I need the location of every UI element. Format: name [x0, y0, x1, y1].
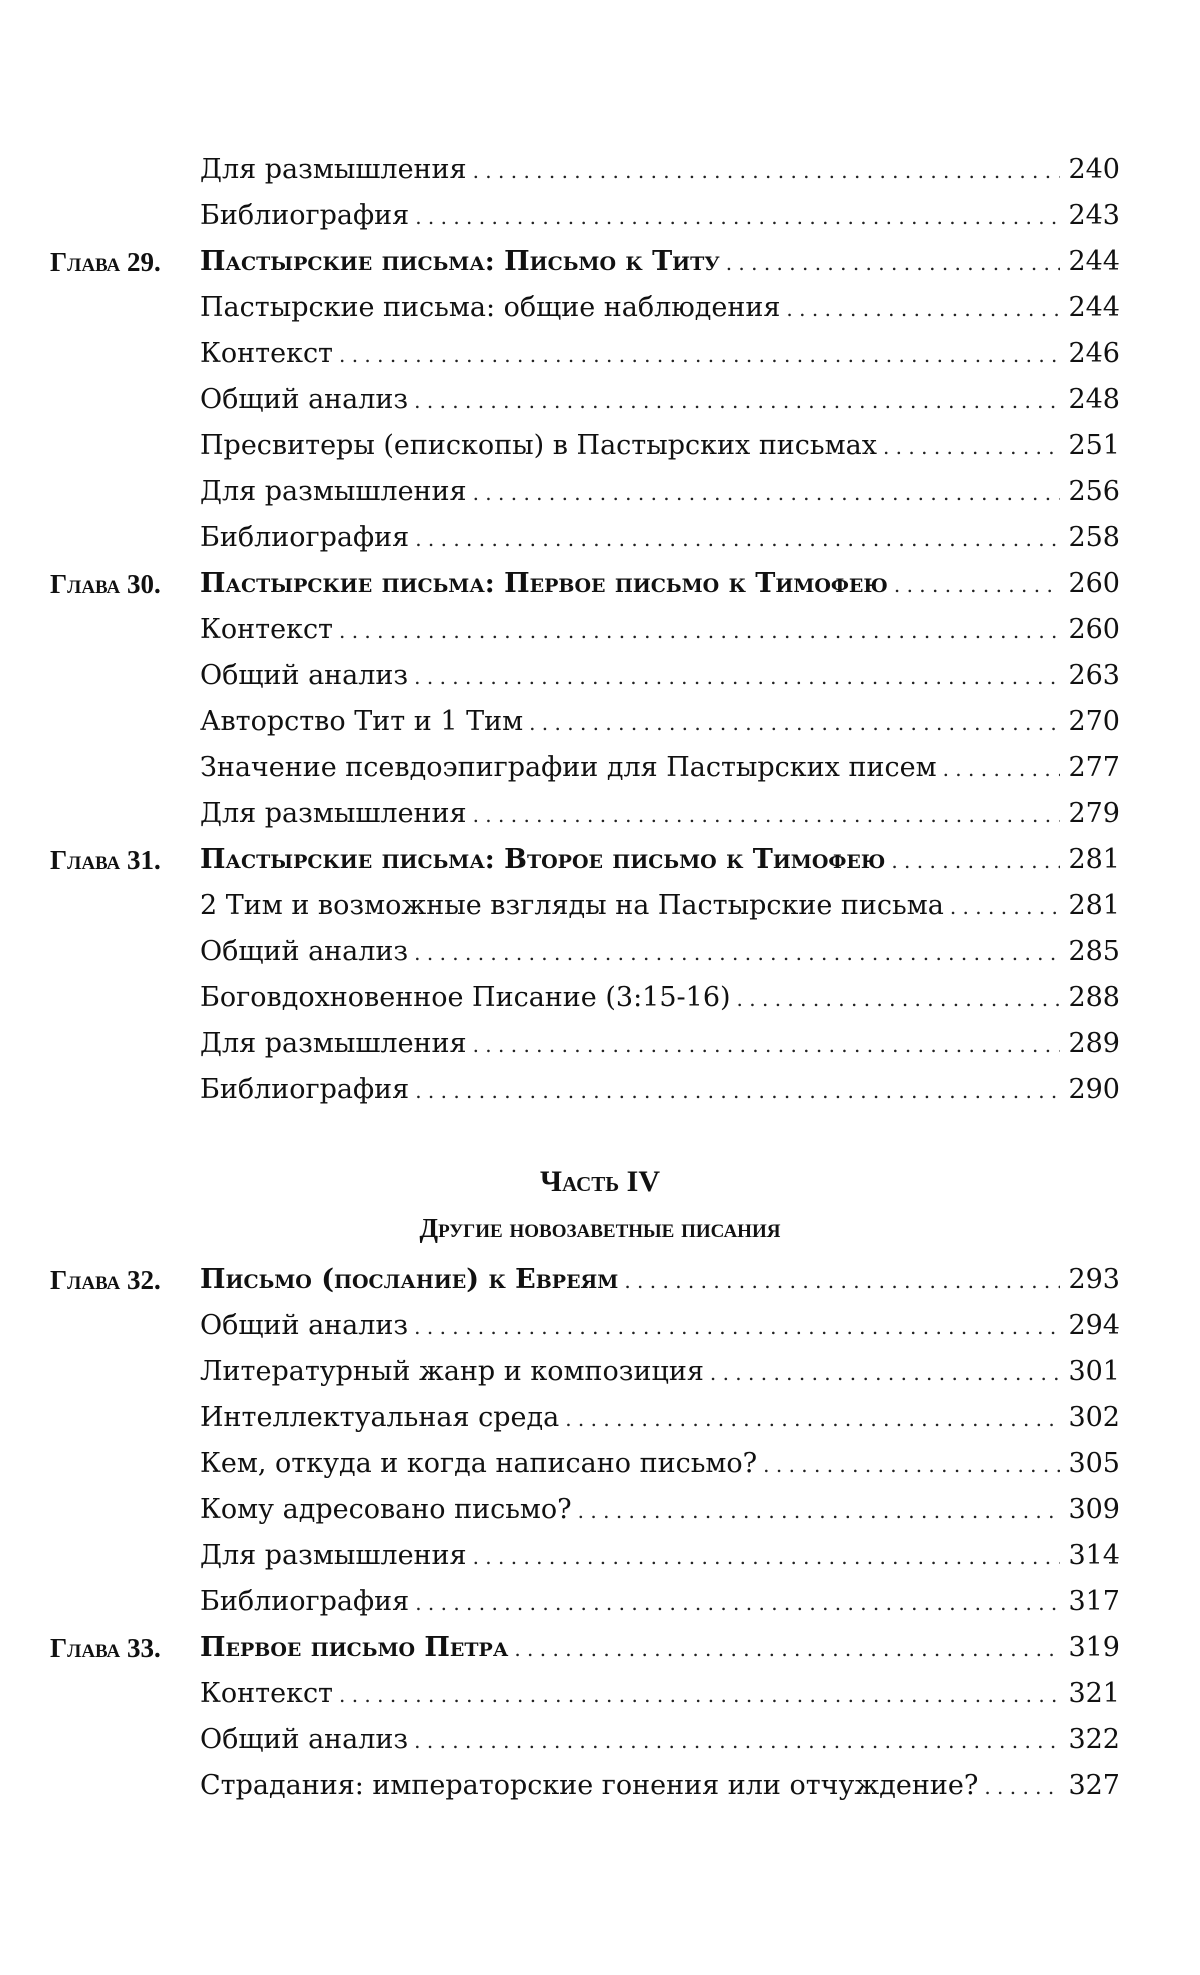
dot-leader — [414, 1718, 1060, 1764]
page-number: 244 — [1060, 285, 1120, 331]
dot-leader — [883, 424, 1061, 470]
toc-entry — [200, 699, 1120, 746]
page-number: 322 — [1060, 1717, 1120, 1763]
toc-entry — [200, 1487, 1120, 1534]
toc-section-row — [0, 377, 1200, 423]
dot-leader — [415, 194, 1060, 240]
page-number: 260 — [1060, 561, 1120, 607]
page-number: 263 — [1060, 653, 1120, 699]
toc-section-row — [0, 975, 1200, 1021]
toc-section-row — [0, 883, 1200, 929]
part-subtitle: Другие новозаветные писания — [419, 1213, 781, 1243]
dot-leader — [726, 240, 1061, 286]
toc-entry — [200, 1533, 1120, 1580]
toc-section-row — [0, 147, 1200, 193]
page-number: 244 — [1060, 239, 1120, 285]
toc-entry — [200, 1763, 1120, 1810]
toc-entry-title: Общий анализ — [200, 1303, 414, 1349]
dot-leader — [339, 608, 1060, 654]
toc-entry-title: Библиография — [200, 515, 415, 561]
toc-entry-title: Письмо (послание) к Евреям — [200, 1257, 624, 1303]
dot-leader — [624, 1258, 1060, 1304]
toc-entry-title: Общий анализ — [200, 929, 414, 975]
toc-entry-title: Кому адресовано письмо? — [200, 1487, 578, 1533]
toc-section-row — [0, 607, 1200, 653]
dot-leader — [414, 654, 1060, 700]
page-number: 270 — [1060, 699, 1120, 745]
toc-chapter-row — [0, 239, 1200, 285]
toc-entry-title: Общий анализ — [200, 377, 414, 423]
toc-entry — [200, 975, 1120, 1022]
toc-group-part-3-tail — [0, 147, 1200, 1113]
page-number: 243 — [1060, 193, 1120, 239]
page-number: 246 — [1060, 331, 1120, 377]
toc-entry-title: Библиография — [200, 1067, 415, 1113]
toc-entry — [200, 147, 1120, 194]
toc-section-row — [0, 423, 1200, 469]
toc-entry — [200, 1257, 1120, 1304]
toc-entry — [200, 331, 1120, 378]
toc-section-row — [0, 653, 1200, 699]
toc-entry-title: 2 Тим и возможные взгляды на Пастырские письма — [200, 883, 950, 929]
toc-entry — [200, 791, 1120, 838]
chapter-number: Глава 31. — [50, 845, 161, 875]
toc-section-row — [0, 1395, 1200, 1441]
toc-entry-title: Интеллектуальная среда — [200, 1395, 565, 1441]
toc-entry — [200, 1625, 1120, 1672]
toc-entry — [200, 1303, 1120, 1350]
dot-leader — [737, 976, 1061, 1022]
page-number: 288 — [1060, 975, 1120, 1021]
dot-leader — [473, 148, 1061, 194]
toc-entry-title: Контекст — [200, 607, 339, 653]
toc-section-row — [0, 1487, 1200, 1533]
chapter-number: Глава 32. — [50, 1265, 161, 1295]
toc-entry — [200, 515, 1120, 562]
chapter-number: Глава 33. — [50, 1633, 161, 1663]
page-number: 314 — [1060, 1533, 1120, 1579]
toc-section-row — [0, 1021, 1200, 1067]
page-number: 301 — [1060, 1349, 1120, 1395]
toc-section-row — [0, 1763, 1200, 1809]
page-number: 260 — [1060, 607, 1120, 653]
dot-leader — [415, 516, 1060, 562]
toc-section-row — [0, 331, 1200, 377]
toc-entry-title: Пастырские письма: Первое письмо к Тимофею — [200, 561, 894, 607]
toc-entry-title: Контекст — [200, 1671, 339, 1717]
page-number: 321 — [1060, 1671, 1120, 1717]
dot-leader — [943, 746, 1061, 792]
toc-entry — [200, 607, 1120, 654]
toc-section-row — [0, 1579, 1200, 1625]
dot-leader — [473, 792, 1061, 838]
toc-entry — [200, 1067, 1120, 1114]
dot-leader — [786, 286, 1060, 332]
toc-section-row — [0, 469, 1200, 515]
toc-entry-title: Для размышления — [200, 147, 473, 193]
toc-entry-title: Пастырские письма: общие наблюдения — [200, 285, 786, 331]
page-number: 251 — [1060, 423, 1120, 469]
page-number: 281 — [1060, 883, 1120, 929]
page-number: 317 — [1060, 1579, 1120, 1625]
toc-entry — [200, 1717, 1120, 1764]
toc-entry — [200, 837, 1120, 884]
page-number: 279 — [1060, 791, 1120, 837]
page-number: 248 — [1060, 377, 1120, 423]
dot-leader — [415, 1580, 1060, 1626]
toc-entry-title: Для размышления — [200, 469, 473, 515]
toc-section-row — [0, 1717, 1200, 1763]
page-number: 277 — [1060, 745, 1120, 791]
toc-entry-title: Общий анализ — [200, 1717, 414, 1763]
toc-entry — [200, 1579, 1120, 1626]
toc-entry — [200, 285, 1120, 332]
page-number: 302 — [1060, 1395, 1120, 1441]
toc-entry-title: Для размышления — [200, 1533, 473, 1579]
page-number: 327 — [1060, 1763, 1120, 1809]
toc-entry — [200, 469, 1120, 516]
toc-section-row — [0, 285, 1200, 331]
toc-entry-title: Кем, откуда и когда написано письмо? — [200, 1441, 763, 1487]
table-of-contents — [0, 147, 1200, 1809]
toc-entry — [200, 1671, 1120, 1718]
toc-section-row — [0, 1671, 1200, 1717]
toc-section-row — [0, 745, 1200, 791]
toc-entry-title: Общий анализ — [200, 653, 414, 699]
toc-section-row — [0, 699, 1200, 745]
dot-leader — [415, 1068, 1060, 1114]
page-number: 305 — [1060, 1441, 1120, 1487]
toc-entry — [200, 929, 1120, 976]
toc-section-row — [0, 1303, 1200, 1349]
toc-entry — [200, 239, 1120, 286]
dot-leader — [473, 470, 1061, 516]
toc-chapter-row — [0, 837, 1200, 883]
toc-section-row — [0, 193, 1200, 239]
dot-leader — [578, 1488, 1061, 1534]
toc-chapter-row — [0, 1257, 1200, 1303]
dot-leader — [473, 1022, 1061, 1068]
dot-leader — [894, 562, 1061, 608]
page-number: 281 — [1060, 837, 1120, 883]
toc-entry-title: Авторство Тит и 1 Тим — [200, 699, 529, 745]
toc-entry-title: Боговдохновенное Писание (3:15-16) — [200, 975, 737, 1021]
toc-entry — [200, 1441, 1120, 1488]
dot-leader — [414, 378, 1060, 424]
toc-entry — [200, 377, 1120, 424]
page-number: 293 — [1060, 1257, 1120, 1303]
dot-leader — [414, 930, 1060, 976]
dot-leader — [529, 700, 1060, 746]
toc-section-row — [0, 929, 1200, 975]
page-number: 256 — [1060, 469, 1120, 515]
chapter-number: Глава 29. — [50, 247, 161, 277]
page-number: 290 — [1060, 1067, 1120, 1113]
page-number: 294 — [1060, 1303, 1120, 1349]
toc-entry — [200, 1349, 1120, 1396]
toc-entry-title: Пастырские письма: Письмо к Титу — [200, 239, 726, 285]
toc-entry — [200, 193, 1120, 240]
toc-entry-title: Значение псевдоэпиграфии для Пастырских писем — [200, 745, 943, 791]
dot-leader — [891, 838, 1060, 884]
dot-leader — [984, 1764, 1060, 1810]
page-number: 285 — [1060, 929, 1120, 975]
toc-entry — [200, 653, 1120, 700]
toc-entry — [200, 423, 1120, 470]
toc-entry-title: Для размышления — [200, 1021, 473, 1067]
dot-leader — [473, 1534, 1061, 1580]
toc-entry — [200, 1395, 1120, 1442]
page-number: 258 — [1060, 515, 1120, 561]
toc-section-row — [0, 791, 1200, 837]
toc-section-row — [0, 1067, 1200, 1113]
toc-chapter-row — [0, 561, 1200, 607]
toc-entry — [200, 745, 1120, 792]
toc-entry-title: Контекст — [200, 331, 339, 377]
toc-entry — [200, 1021, 1120, 1068]
toc-entry-title: Библиография — [200, 193, 415, 239]
toc-section-row — [0, 515, 1200, 561]
toc-entry-title: Страдания: императорские гонения или отчуждение? — [200, 1763, 984, 1809]
part-title: Часть IV — [539, 1165, 661, 1198]
toc-entry — [200, 561, 1120, 608]
toc-group-part-4 — [0, 1257, 1200, 1809]
toc-entry-title: Библиография — [200, 1579, 415, 1625]
dot-leader — [514, 1626, 1060, 1672]
dot-leader — [950, 884, 1061, 930]
page-number: 240 — [1060, 147, 1120, 193]
toc-entry-title: Пастырские письма: Второе письмо к Тимофею — [200, 837, 891, 883]
toc-section-row — [0, 1441, 1200, 1487]
toc-section-row — [0, 1533, 1200, 1579]
toc-entry-title: Литературный жанр и композиция — [200, 1349, 710, 1395]
dot-leader — [710, 1350, 1061, 1396]
page-number: 289 — [1060, 1021, 1120, 1067]
toc-entry-title: Пресвитеры (епископы) в Пастырских письмах — [200, 423, 883, 469]
page-number: 319 — [1060, 1625, 1120, 1671]
dot-leader — [339, 332, 1060, 378]
toc-section-row — [0, 1349, 1200, 1395]
dot-leader — [414, 1304, 1060, 1350]
toc-chapter-row — [0, 1625, 1200, 1671]
chapter-number: Глава 30. — [50, 569, 161, 599]
toc-entry — [200, 883, 1120, 930]
dot-leader — [763, 1442, 1060, 1488]
toc-entry-title: Для размышления — [200, 791, 473, 837]
dot-leader — [565, 1396, 1060, 1442]
page-number: 309 — [1060, 1487, 1120, 1533]
toc-entry-title: Первое письмо Петра — [200, 1625, 514, 1671]
dot-leader — [339, 1672, 1060, 1718]
